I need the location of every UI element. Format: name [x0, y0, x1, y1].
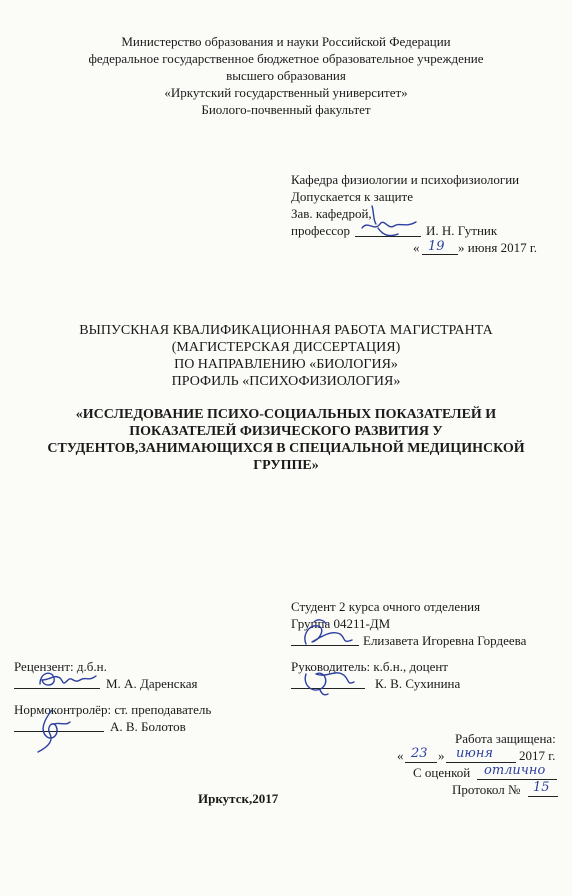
defense-day: 23: [411, 746, 428, 761]
education-level-line: высшего образования: [226, 68, 346, 83]
thesis-type-line: ВЫПУСКНАЯ КВАЛИФИКАЦИОННАЯ РАБОТА МАГИСТРАНТА: [79, 323, 493, 338]
defense-day-line: [405, 762, 437, 763]
defense-date-open: «: [397, 748, 404, 763]
reviewer-name: М. А. Даренская: [106, 676, 198, 691]
approval-date-open: «: [413, 240, 420, 255]
student-name: Елизавета Игоревна Гордеева: [363, 633, 527, 648]
grade-label: С оценкой: [413, 765, 471, 780]
defense-month: июня: [456, 746, 493, 761]
professor-label: профессор: [291, 223, 351, 238]
thesis-topic-line-4: ГРУППЕ»: [253, 458, 319, 473]
thesis-topic-line-2: ПОКАЗАТЕЛЕЙ ФИЗИЧЕСКОГО РАЗВИТИЯ У: [129, 424, 443, 439]
study-profile-line: ПРОФИЛЬ «ПСИХОФИЗИОЛОГИЯ»: [171, 374, 401, 389]
supervisor-label: Руководитель: к.б.н., доцент: [291, 659, 448, 674]
protocol-number: 15: [533, 780, 550, 795]
protocol-label: Протокол №: [452, 782, 521, 797]
grade-value: отлично: [484, 763, 546, 778]
professor-signature: [358, 198, 420, 244]
university-name: «Иркутский государственный университет»: [164, 85, 408, 100]
defense-date-mid: »: [438, 748, 445, 763]
admitted-to-defense: Допускается к защите: [291, 189, 413, 204]
protocol-line: [528, 796, 558, 797]
thesis-topic-line-3: СТУДЕНТОВ,ЗАНИМАЮЩИХСЯ В СПЕЦИАЛЬНОЙ МЕДИЦИНСКОЙ: [47, 441, 525, 456]
defense-label: Работа защищена:: [455, 731, 556, 746]
normcontrol-label: Нормоконтролёр: ст. преподаватель: [14, 702, 212, 717]
normcontrol-signature: [30, 706, 80, 756]
defense-year: 2017 г.: [519, 748, 556, 763]
thesis-subtype-line: (МАГИСТЕРСКАЯ ДИССЕРТАЦИЯ): [171, 340, 401, 355]
study-direction-line: ПО НАПРАВЛЕНИЮ «БИОЛОГИЯ»: [174, 357, 398, 372]
approval-day: 19: [428, 239, 445, 254]
city-year: Иркутск,2017: [198, 791, 279, 806]
head-of-department-label: Зав. кафедрой,: [291, 206, 372, 221]
department-name: Кафедра физиологии и психофизиологии: [291, 172, 520, 187]
student-signature: [296, 616, 356, 652]
ministry-line: Министерство образования и науки Российской Федерации: [121, 34, 451, 49]
supervisor-name: К. В. Сухинина: [375, 676, 461, 691]
normcontrol-name: А. В. Болотов: [110, 719, 186, 734]
student-group: Группа 04211-ДМ: [291, 616, 391, 631]
faculty-name: Биолого-почвенный факультет: [201, 102, 371, 117]
supervisor-signature: [298, 660, 358, 698]
professor-name: И. Н. Гутник: [426, 223, 498, 238]
reviewer-label: Рецензент: д.б.н.: [14, 659, 107, 674]
approval-date-rest: » июня 2017 г.: [458, 240, 537, 255]
institution-type-line: федеральное государственное бюджетное образовательное учреждение: [88, 51, 484, 66]
student-course-line: Студент 2 курса очного отделения: [291, 599, 481, 614]
reviewer-signature: [34, 662, 100, 694]
thesis-topic-line-1: «ИССЛЕДОВАНИЕ ПСИХО-СОЦИАЛЬНЫХ ПОКАЗАТЕЛЕЙ И: [75, 407, 497, 422]
